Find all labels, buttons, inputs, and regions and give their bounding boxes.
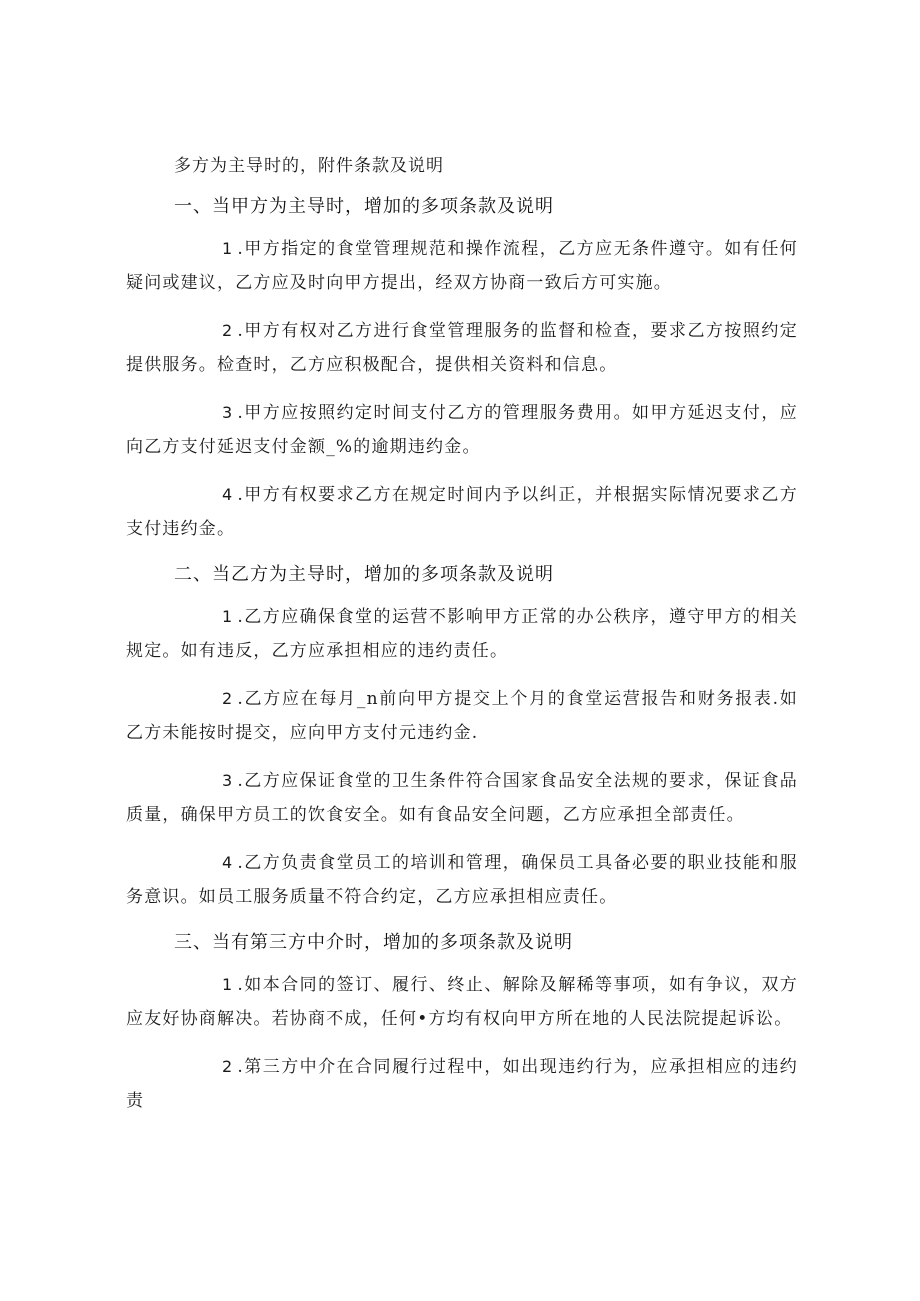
clause-text: .甲方有权对乙方进行食堂管理服务的监督和检查，要求乙方按照约定提供服务。检查时，乙方应积极配合，提供相关资料和信息。	[126, 321, 798, 375]
section-1	[126, 192, 798, 546]
clause-paragraph	[126, 478, 798, 546]
clause-text: .第三方中介在合同履行过程中，如出现违约行为，应承担相应的违约责	[126, 1057, 798, 1111]
clause-text: .乙方应在每月_n前向甲方提交上个月的食堂运营报告和财务报表.如乙方未能按时提交，应向甲方支付元违约金.	[126, 689, 798, 743]
clause-paragraph	[126, 232, 798, 300]
section-3	[126, 928, 798, 1118]
clause-text: .甲方应按照约定时间支付乙方的管理服务费用。如甲方延迟支付，应向乙方支付延迟支付金额_%的逾期违约金。	[126, 403, 798, 457]
clause-number: 2	[222, 321, 234, 340]
clause-paragraph	[126, 1050, 798, 1118]
clause-paragraph	[126, 968, 798, 1036]
clause-paragraph	[126, 600, 798, 668]
clause-number: 4	[222, 853, 234, 872]
section-2	[126, 560, 798, 914]
clause-number: 1	[222, 607, 234, 626]
clause-text: .如本合同的签订、履行、终止、解除及解稀等事项，如有争议，双方应友好协商解决。若协商不成，任何•方均有权向甲方所在地的人民法院提起诉讼。	[126, 975, 798, 1029]
clause-number: 3	[222, 403, 234, 422]
clause-number: 1	[222, 239, 234, 258]
clause-text: .乙方负责食堂员工的培训和管理，确保员工具备必要的职业技能和服务意识。如员工服务质量不符合约定，乙方应承担相应责任。	[126, 853, 798, 907]
clause-text: .甲方指定的食堂管理规范和操作流程，乙方应无条件遵守。如有任何疑问或建议，乙方应及时向甲方提出，经双方协商一致后方可实施。	[126, 239, 798, 293]
clause-paragraph	[126, 764, 798, 832]
document-body	[126, 152, 798, 1132]
intro-line: 多方为主导时的，附件条款及说明	[174, 156, 444, 176]
clause-text: .乙方应确保食堂的运营不影响甲方正常的办公秩序，遵守甲方的相关规定。如有违反，乙方应承担相应的违约责任。	[126, 607, 798, 661]
clause-number: 4	[222, 485, 234, 504]
clause-number: 3	[222, 771, 234, 790]
clause-paragraph	[126, 846, 798, 914]
clause-number: 2	[222, 1057, 234, 1076]
clause-number: 1	[222, 975, 234, 994]
section-heading: 三、当有第三方中介时，增加的多项条款及说明	[174, 932, 573, 953]
clause-number: 2	[222, 689, 234, 708]
clause-paragraph	[126, 314, 798, 382]
clause-paragraph	[126, 396, 798, 464]
section-heading: 二、当乙方为主导时，增加的多项条款及说明	[174, 564, 554, 585]
clause-paragraph	[126, 682, 798, 750]
clause-text: .甲方有权要求乙方在规定时间内予以纠正，并根据实际情况要求乙方支付违约金。	[126, 485, 798, 539]
section-heading: 一、当甲方为主导时，增加的多项条款及说明	[174, 196, 554, 217]
clause-text: .乙方应保证食堂的卫生条件符合国家食品安全法规的要求，保证食品质量，确保甲方员工的饮食安全。如有食品安全问题，乙方应承担全部责任。	[126, 771, 798, 825]
